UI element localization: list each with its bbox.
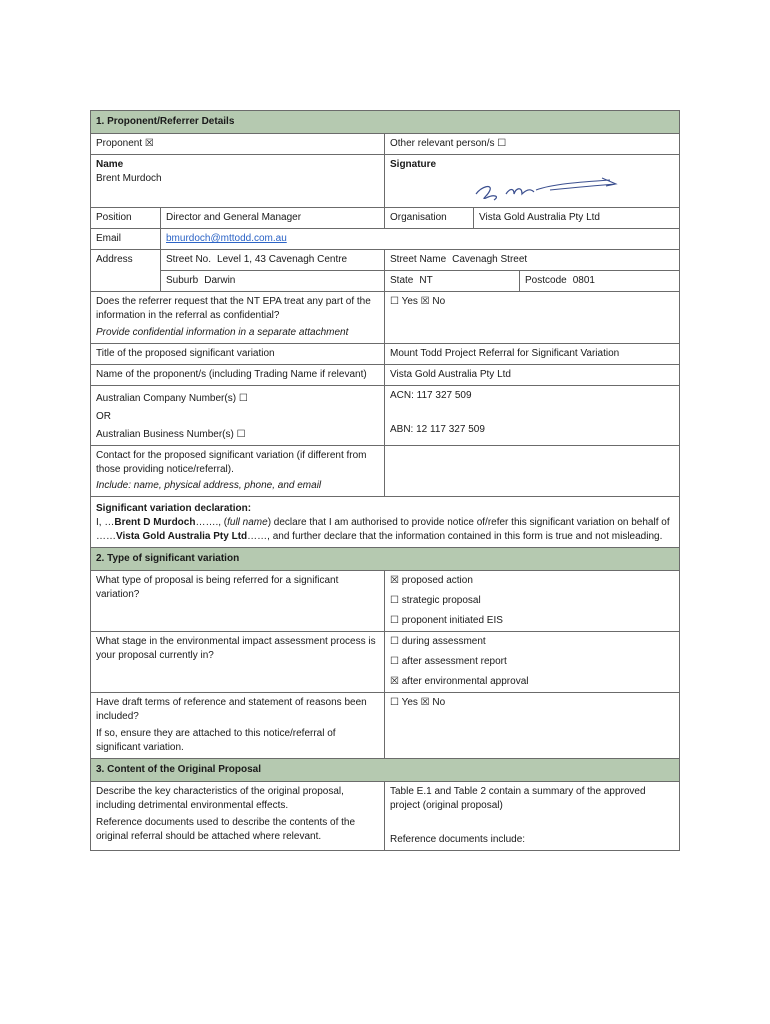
abn-value[interactable]: ABN: 12 117 327 509 [390, 424, 485, 435]
variation-title-label: Title of the proposed significant variation [91, 344, 385, 365]
address-label: Address [91, 250, 161, 292]
declaration-text [96, 516, 674, 544]
referral-form [90, 110, 680, 851]
variation-title-value[interactable]: Mount Todd Project Referral for Significant Variation [385, 344, 680, 365]
other-person-checkbox[interactable]: Other relevant person/s ☐ [385, 134, 680, 155]
street-no-label: Street No. [166, 254, 212, 265]
postcode-label: Postcode [525, 275, 567, 286]
postcode-value: 0801 [572, 275, 595, 286]
street-name-value: Cavenagh Street [452, 254, 528, 265]
proponent-name-value[interactable]: Vista Gold Australia Pty Ltd [385, 365, 680, 386]
assessment-stage-question: What stage in the environmental impact assessment process is your proposal currently in? [91, 632, 385, 693]
name-cell [91, 155, 385, 208]
acn-checkbox[interactable]: Australian Company Number(s) ☐ [96, 393, 248, 404]
name-label: Name [96, 159, 124, 170]
email-link[interactable]: bmurdoch@mttodd.com.au [166, 233, 287, 244]
company-number-cell [91, 386, 385, 446]
position-label: Position [91, 208, 161, 229]
original-proposal-question-cell [91, 782, 385, 851]
company-number-values [385, 386, 680, 446]
original-proposal-question: Describe the key characteristics of the original proposal, including detrimental environmental effects. [96, 786, 344, 811]
declaration-part-4: ……, and further declare that the information contained in this form is true and not misleading. [247, 531, 663, 542]
signature-label: Signature [390, 159, 437, 170]
email-label: Email [91, 229, 161, 250]
original-proposal-answer[interactable] [385, 782, 680, 851]
draft-terms-question: Have draft terms of reference and statement of reasons been included? [96, 697, 367, 722]
street-name-cell[interactable] [385, 250, 680, 271]
draft-terms-answer[interactable]: ☐ Yes ☒ No [385, 693, 680, 759]
postcode-cell[interactable] [520, 271, 680, 292]
proposal-type-question: What type of proposal is being referred for a significant variation? [91, 571, 385, 632]
abn-checkbox[interactable]: Australian Business Number(s) ☐ [96, 429, 246, 440]
option-proposed-action[interactable]: ☒ proposed action [390, 575, 473, 586]
proponent-name-label: Name of the proponent/s (including Trading Name if relevant) [91, 365, 385, 386]
draft-terms-question-cell [91, 693, 385, 759]
declaration-part-1: I, … [96, 517, 115, 528]
state-label: State [390, 275, 414, 286]
declaration-part-3: ) declare that I am authorised to provide notice of/refer this significant variation on behalf of …… [96, 517, 670, 542]
street-name-label: Street Name [390, 254, 447, 265]
confidential-answer[interactable]: ☐ Yes ☒ No [385, 292, 680, 344]
declaration-cell [91, 497, 680, 548]
confidential-note: Provide confidential information in a separate attachment [96, 327, 349, 338]
suburb-cell[interactable] [161, 271, 385, 292]
option-after-assessment-report[interactable]: ☐ after assessment report [390, 656, 507, 667]
suburb-value: Darwin [204, 275, 236, 286]
draft-terms-note: If so, ensure they are attached to this notice/referral of significant variation. [96, 728, 336, 753]
proposal-type-options [385, 571, 680, 632]
confidential-question-cell [91, 292, 385, 344]
name-value[interactable]: Brent Murdoch [96, 173, 162, 184]
option-proponent-initiated-eis[interactable]: ☐ proponent initiated EIS [390, 615, 503, 626]
organisation-value[interactable]: Vista Gold Australia Pty Ltd [474, 208, 680, 229]
reference-documents-label: Reference documents include: [390, 834, 526, 845]
organisation-label: Organisation [385, 208, 474, 229]
contact-question-cell [91, 446, 385, 497]
or-label: OR [96, 411, 111, 422]
contact-question: Contact for the proposed significant variation (if different from those providing notice/referral). [96, 450, 367, 475]
street-no-value: Level 1, 43 Cavenagh Centre [217, 254, 348, 265]
suburb-label: Suburb [166, 275, 199, 286]
contact-answer[interactable] [385, 446, 680, 497]
position-value[interactable]: Director and General Manager [161, 208, 385, 229]
section-2-header: 2. Type of significant variation [91, 548, 680, 571]
state-cell[interactable] [385, 271, 520, 292]
acn-value[interactable]: ACN: 117 327 509 [390, 390, 472, 401]
confidential-question: Does the referrer request that the NT EPA treat any part of the information in the referral as confidential? [96, 296, 371, 321]
section-3-header: 3. Content of the Original Proposal [91, 759, 680, 782]
declaration-title: Significant variation declaration: [96, 503, 252, 514]
declaration-name[interactable]: Brent D Murdoch [114, 517, 196, 528]
original-proposal-summary: Table E.1 and Table 2 contain a summary of the approved project (original proposal) [390, 786, 646, 811]
option-during-assessment[interactable]: ☐ during assessment [390, 636, 486, 647]
original-proposal-note: Reference documents used to describe the contents of the original referral should be attached where relevant. [96, 817, 356, 842]
proponent-checkbox[interactable]: Proponent ☒ [91, 134, 385, 155]
declaration-full-name-hint: full name [227, 517, 268, 528]
state-value: NT [419, 275, 433, 286]
signature-cell [385, 155, 680, 208]
contact-note: Include: name, physical address, phone, and email [96, 480, 322, 491]
street-no-cell[interactable] [161, 250, 385, 271]
section-1-header: 1. Proponent/Referrer Details [91, 111, 680, 134]
assessment-stage-options [385, 632, 680, 693]
option-strategic-proposal[interactable]: ☐ strategic proposal [390, 595, 481, 606]
declaration-company[interactable]: Vista Gold Australia Pty Ltd [116, 531, 248, 542]
option-after-environmental-approval[interactable]: ☒ after environmental approval [390, 676, 529, 687]
declaration-part-2: ……., ( [195, 517, 228, 528]
handwritten-signature [470, 174, 620, 204]
